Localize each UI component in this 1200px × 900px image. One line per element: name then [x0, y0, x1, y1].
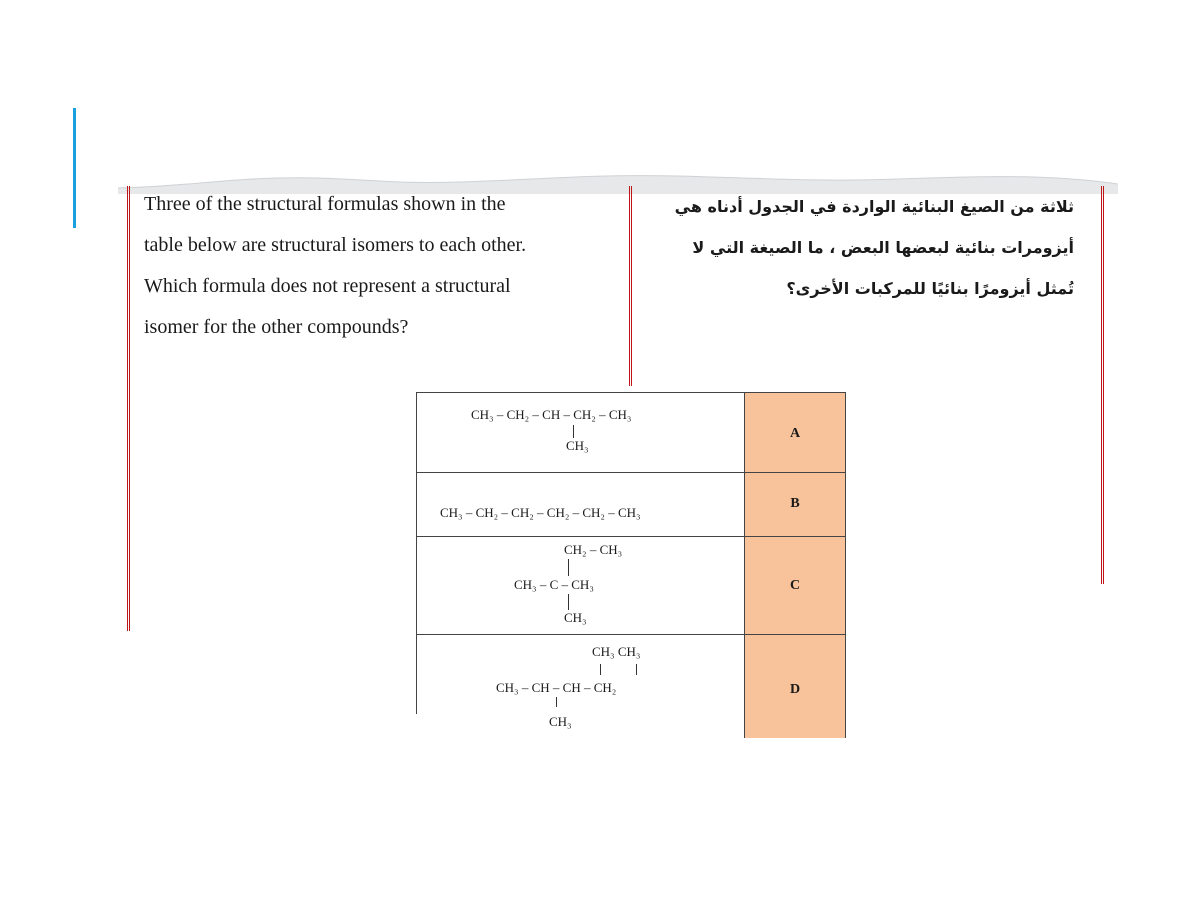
formula-main: CH₃ – CH₂ – CH – CH₂ – CH₃	[471, 407, 632, 422]
frame-middle-divider	[629, 186, 630, 386]
formula-branch: CH₃	[564, 610, 587, 625]
question-english	[144, 184, 624, 348]
question-arabic	[640, 186, 1074, 309]
option-label: D	[789, 682, 801, 697]
question-ar-line: تُمثل أيزومرًا بنائيًا للمركبات الأخرى؟	[786, 279, 1074, 298]
table-border-top	[416, 392, 846, 393]
question-ar-line: ثلاثة من الصيغ البنائية الواردة في الجدول أدناه هي	[674, 197, 1074, 216]
formula-main: CH₃ – CH – CH – CH₂	[496, 680, 617, 695]
table-row-divider	[416, 472, 846, 473]
table-row-divider	[416, 634, 846, 635]
question-ar-line: أيزومرات بنائية لبعضها البعض ، ما الصيغة التي لا	[692, 238, 1074, 257]
table-border-left	[416, 392, 417, 714]
bond-line	[636, 664, 637, 675]
bond-line	[556, 697, 557, 707]
formula-main: CH₃ – CH₂ – CH₂ – CH₂ – CH₂ – CH₃	[440, 505, 641, 520]
table-row-divider	[416, 536, 846, 537]
slide-accent-bar	[73, 108, 76, 228]
formula-branch: CH₃	[566, 438, 589, 453]
frame-right-border	[1101, 186, 1102, 584]
question-en-line: Three of the structural formulas shown in the	[144, 193, 506, 215]
bond-line	[573, 425, 574, 438]
question-en-line: table below are structural isomers to each other.	[144, 234, 527, 256]
bond-line	[568, 594, 569, 610]
question-en-line: isomer for the other compounds?	[144, 316, 409, 338]
bond-line	[568, 559, 569, 576]
option-label: A	[789, 426, 801, 441]
frame-left-border	[127, 186, 128, 631]
option-label: B	[790, 496, 800, 511]
formula-main: CH₃ – C – CH₃	[514, 577, 594, 592]
question-en-line: Which formula does not represent a structural	[144, 275, 511, 297]
option-label: C	[789, 578, 801, 593]
formula-branch: CH₃ CH₃	[592, 644, 641, 659]
formula-branch: CH₃	[549, 714, 572, 729]
formula-branch: CH₂ – CH₃	[564, 542, 623, 557]
formula-table	[416, 392, 846, 738]
bond-line	[600, 664, 601, 675]
